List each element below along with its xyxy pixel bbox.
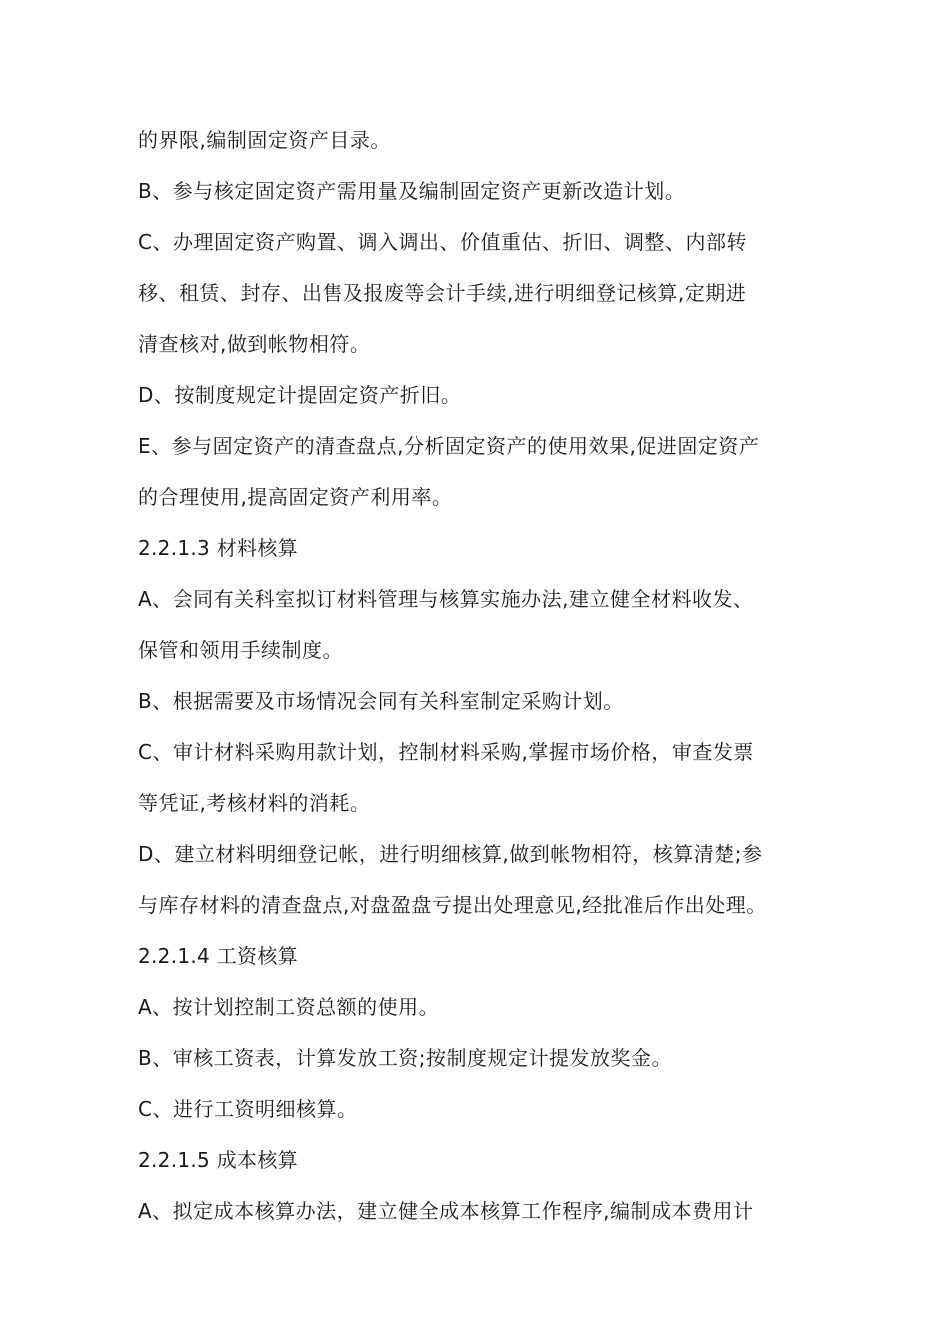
text-line: 等凭证,考核材料的消耗。 <box>138 791 371 815</box>
section-heading: 2.2.1.5 成本核算 <box>138 1148 298 1172</box>
text-line: B、参与核定固定资产需用量及编制固定资产更新改造计划。 <box>138 179 686 203</box>
text-line: D、按制度规定计提固定资产折旧。 <box>138 383 462 407</box>
text-line: 的合理使用,提高固定资产利用率。 <box>138 485 453 509</box>
text-line: 保管和领用手续制度。 <box>138 638 343 662</box>
section-heading: 2.2.1.3 材料核算 <box>138 536 298 560</box>
text-line: B、根据需要及市场情况会同有关科室制定采购计划。 <box>138 689 624 713</box>
text-line: 清查核对,做到帐物相符。 <box>138 332 371 356</box>
text-line: C、进行工资明细核算。 <box>138 1097 358 1121</box>
text-line: E、参与固定资产的清查盘点,分析固定资产的使用效果,促进固定资产 <box>138 434 760 458</box>
text-line: C、办理固定资产购置、调入调出、价值重估、折旧、调整、内部转 <box>138 230 747 254</box>
text-line: 移、租赁、封存、出售及报废等会计手续,进行明细登记核算,定期进 <box>138 281 747 305</box>
text-line: A、按计划控制工资总额的使用。 <box>138 995 440 1019</box>
text-line: C、审计材料采购用款计划，控制材料采购,掌握市场价格，审查发票 <box>138 740 754 764</box>
document-page <box>138 115 818 1237</box>
text-line: B、审核工资表，计算发放工资;按制度规定计提发放奖金。 <box>138 1046 672 1070</box>
text-line: 与库存材料的清查盘点,对盘盈盘亏提出处理意见,经批准后作出处理。 <box>138 893 767 917</box>
section-heading: 2.2.1.4 工资核算 <box>138 944 298 968</box>
text-line: A、拟定成本核算办法，建立健全成本核算工作程序,编制成本费用计 <box>138 1199 754 1223</box>
text-line: A、会同有关科室拟订材料管理与核算实施办法,建立健全材料收发、 <box>138 587 754 611</box>
text-line: 的界限,编制固定资产目录。 <box>138 128 391 152</box>
text-line: D、建立材料明细登记帐，进行明细核算,做到帐物相符，核算清楚;参 <box>138 842 763 866</box>
